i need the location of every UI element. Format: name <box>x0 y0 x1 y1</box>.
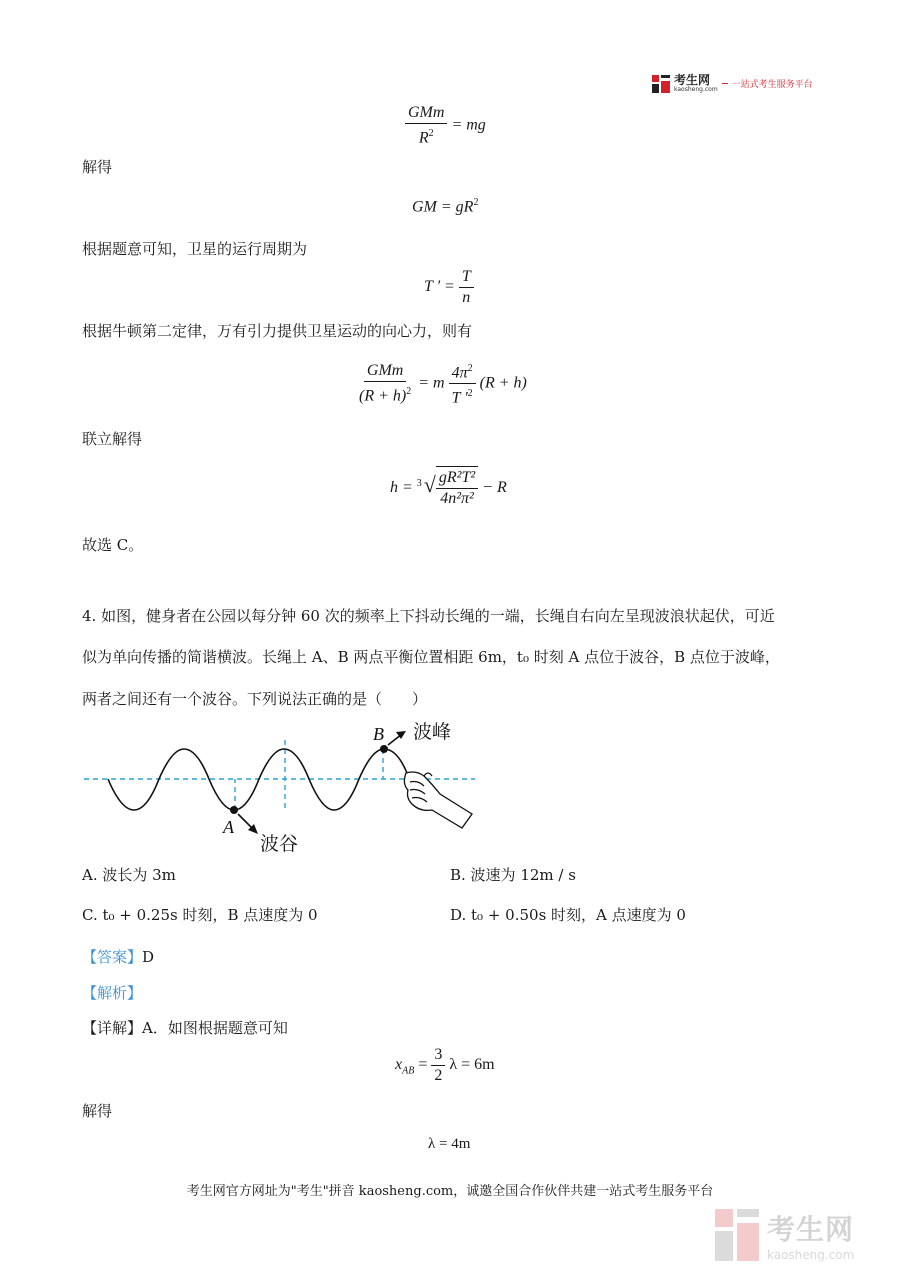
figure-label-b: B <box>373 724 384 744</box>
point-b <box>380 745 388 753</box>
text-newton: 根据牛顿第二定律，万有引力提供卫星运动的向心力，则有 <box>82 322 473 340</box>
figure-label-a: A <box>223 817 234 837</box>
option-d: D. t₀ + 0.50s 时刻，A 点速度为 0 <box>450 906 686 924</box>
figure-label-trough: 波谷 <box>260 833 299 855</box>
answer-line <box>82 946 154 968</box>
answer-value: D <box>142 948 155 966</box>
equation-period: T ' = $\frac{T}{n}$ <box>424 268 474 307</box>
watermark <box>715 1208 854 1262</box>
label-jiede-2: 解得 <box>82 1102 113 1120</box>
analysis-tag: 【解析】 <box>82 984 143 1002</box>
equation-height: h = $^3$ √ $\frac{\text{gR²T²}}{\text{4n²π²}}$ − R <box>390 466 507 508</box>
site-logo[interactable] <box>652 74 813 93</box>
label-lianli: 联立解得 <box>82 430 143 448</box>
equation-gravity-surface: $\frac{\text{GMm}}{R^2}$ = mg <box>405 104 486 147</box>
watermark-name: 考生网 <box>767 1213 855 1246</box>
label-jiede-1: 解得 <box>82 158 113 176</box>
text-choose-c: 故选 C。 <box>82 536 144 554</box>
question-4-line-3: 两者之间还有一个波谷。下列说法正确的是（ ） <box>82 690 428 708</box>
text-period: 根据题意可知，卫星的运行周期为 <box>82 240 308 258</box>
equation-centripetal: $\frac{\text{GMm}}{(R + h)^2}$ = m $\frac{4\pi^2}{T '^2}$ (R + h) <box>356 360 527 408</box>
detail-line: 【详解】A．如图根据题意可知 <box>82 1019 288 1037</box>
question-4-line-2: 似为单向传播的简谐横波。长绳上 A、B 两点平衡位置相距 6m，t₀ 时刻 A 点位于波谷，B 点位于波峰， <box>82 648 780 666</box>
footer-text: 考生网官方网址为"考生"拼音 kaosheng.com，诚邀全国合作伙伴共建一站式考生服务平台 <box>186 1184 714 1199</box>
option-a: A. 波长为 3m <box>82 866 176 884</box>
logo-slogan: 一站式考生服务平台 <box>731 80 813 90</box>
wave-figure <box>80 718 480 858</box>
hand-icon <box>404 772 472 828</box>
option-b: B. 波速为 12m / s <box>450 866 576 884</box>
option-c: C. t₀ + 0.25s 时刻，B 点速度为 0 <box>82 906 318 924</box>
answer-tag: 【答案】 <box>82 948 143 966</box>
logo-icon <box>652 75 670 93</box>
question-4-line-1: 4. 如图，健身者在公园以每分钟 60 次的频率上下抖动长绳的一端，长绳自右向左呈现波浪状起伏，可近 <box>82 607 775 625</box>
point-a <box>230 806 238 814</box>
equation-wavelength: $x_{AB}$ = $\frac{3}{2}$ λ = 6m <box>395 1046 495 1084</box>
equation-gm: GM = $gR^2$ <box>412 197 479 216</box>
watermark-logo-icon <box>715 1209 759 1261</box>
logo-name: 考生网 <box>674 73 711 87</box>
watermark-url: kaosheng.com <box>767 1248 855 1262</box>
logo-url: kaosheng.com <box>674 86 718 93</box>
figure-label-crest: 波峰 <box>413 721 452 743</box>
equation-lambda: λ = 4m <box>428 1136 471 1152</box>
